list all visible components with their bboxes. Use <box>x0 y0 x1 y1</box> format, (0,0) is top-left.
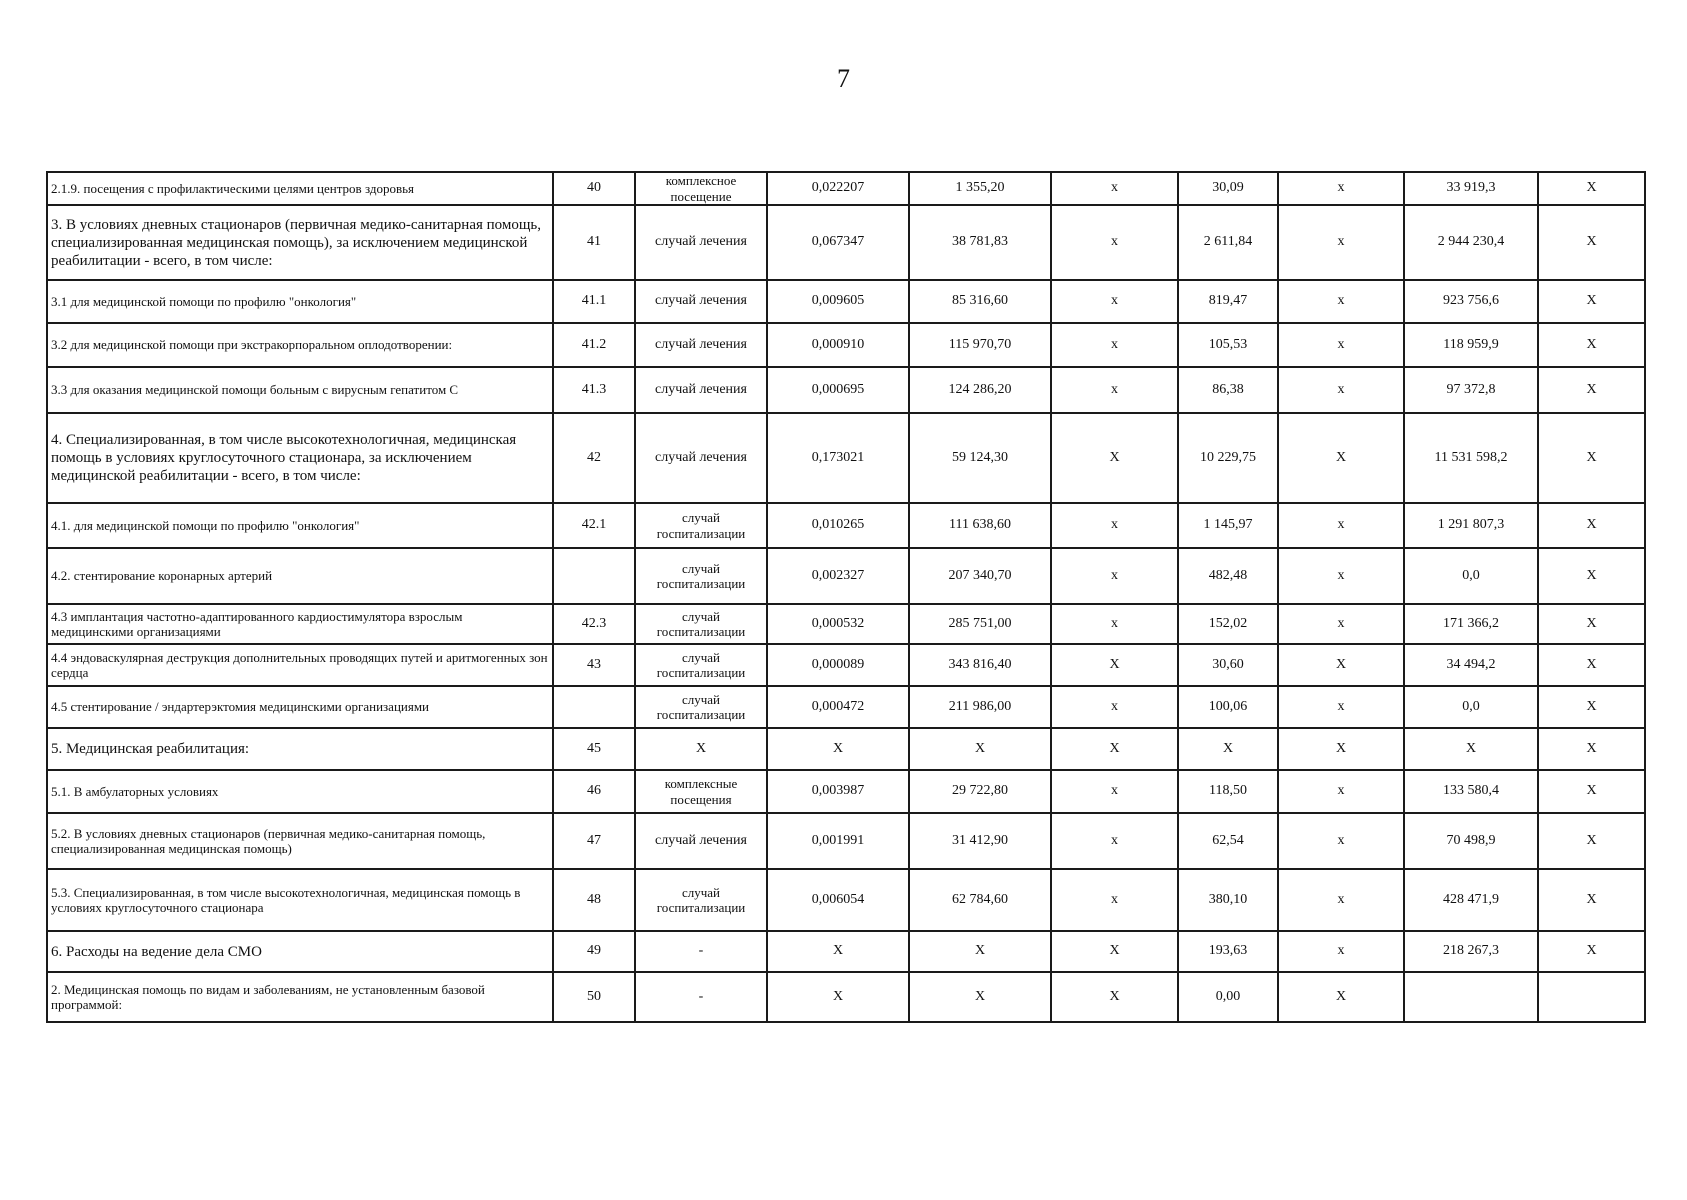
row-value <box>1404 972 1538 1022</box>
row-label: 4.4 эндоваскулярная деструкция дополнительных проводящих путей и аритмогенных зон сердца <box>47 644 553 686</box>
row-value: 34 494,2 <box>1404 644 1538 686</box>
table-row <box>47 644 1645 686</box>
table-row <box>47 205 1645 280</box>
row-value: X <box>767 972 909 1022</box>
row-value: x <box>1278 503 1404 548</box>
row-code: 41.3 <box>553 367 635 413</box>
row-value: x <box>1051 813 1178 869</box>
row-value: x <box>1051 367 1178 413</box>
row-value: 819,47 <box>1178 280 1278 323</box>
row-value: 207 340,70 <box>909 548 1051 604</box>
row-value: 0,002327 <box>767 548 909 604</box>
row-value: x <box>1278 770 1404 813</box>
row-value: 29 722,80 <box>909 770 1051 813</box>
row-value: 0,009605 <box>767 280 909 323</box>
row-value: 10 229,75 <box>1178 413 1278 503</box>
row-code: 40 <box>553 172 635 205</box>
row-value <box>1538 972 1645 1022</box>
row-value: 0,000532 <box>767 604 909 644</box>
row-value: 0,010265 <box>767 503 909 548</box>
row-value: X <box>1538 604 1645 644</box>
row-value: 70 498,9 <box>1404 813 1538 869</box>
row-unit: комплексные посещения <box>635 770 767 813</box>
row-value: x <box>1278 813 1404 869</box>
row-label: 5.1. В амбулаторных условиях <box>47 770 553 813</box>
financing-table <box>46 171 1646 1023</box>
row-unit: случай лечения <box>635 813 767 869</box>
row-value: 85 316,60 <box>909 280 1051 323</box>
row-value: X <box>1051 413 1178 503</box>
row-value: x <box>1051 869 1178 931</box>
row-unit: случай госпитализации <box>635 548 767 604</box>
row-label: 5. Медицинская реабилитация: <box>47 728 553 770</box>
row-unit: случай лечения <box>635 205 767 280</box>
row-value: x <box>1278 869 1404 931</box>
row-value: 285 751,00 <box>909 604 1051 644</box>
row-label: 2.1.9. посещения с профилактическими целями центров здоровья <box>47 172 553 205</box>
row-code: 48 <box>553 869 635 931</box>
row-label: 5.3. Специализированная, в том числе высокотехнологичная, медицинская помощь в условиях круглосуточного стационара <box>47 869 553 931</box>
row-value: 0,0 <box>1404 548 1538 604</box>
row-unit: случай госпитализации <box>635 604 767 644</box>
table-row <box>47 686 1645 728</box>
row-value: x <box>1051 323 1178 367</box>
row-label: 3.2 для медицинской помощи при экстракорпоральном оплодотворении: <box>47 323 553 367</box>
row-value: X <box>767 931 909 972</box>
row-value: 11 531 598,2 <box>1404 413 1538 503</box>
row-value: x <box>1278 686 1404 728</box>
row-value: 343 816,40 <box>909 644 1051 686</box>
row-value: 115 970,70 <box>909 323 1051 367</box>
row-value: 380,10 <box>1178 869 1278 931</box>
row-value: 428 471,9 <box>1404 869 1538 931</box>
row-value: 97 372,8 <box>1404 367 1538 413</box>
table-row <box>47 813 1645 869</box>
row-value: X <box>1051 644 1178 686</box>
row-unit: случай лечения <box>635 367 767 413</box>
table-row <box>47 280 1645 323</box>
row-value: X <box>1538 869 1645 931</box>
row-value: 171 366,2 <box>1404 604 1538 644</box>
row-value: 30,09 <box>1178 172 1278 205</box>
table-row <box>47 770 1645 813</box>
row-value: 0,000695 <box>767 367 909 413</box>
row-value: 193,63 <box>1178 931 1278 972</box>
row-label: 3.3 для оказания медицинской помощи больным с вирусным гепатитом С <box>47 367 553 413</box>
row-value: x <box>1278 604 1404 644</box>
row-value: 0,000472 <box>767 686 909 728</box>
row-value: x <box>1051 548 1178 604</box>
row-value: X <box>1538 413 1645 503</box>
row-label: 2. Медицинская помощь по видам и заболеваниям, не установленным базовой программой: <box>47 972 553 1022</box>
row-value: 38 781,83 <box>909 205 1051 280</box>
row-unit: случай госпитализации <box>635 644 767 686</box>
table-row <box>47 931 1645 972</box>
row-value: 111 638,60 <box>909 503 1051 548</box>
row-value: x <box>1278 205 1404 280</box>
row-value: 2 944 230,4 <box>1404 205 1538 280</box>
row-value: X <box>1538 686 1645 728</box>
row-label: 4.3 имплантация частотно-адаптированного кардиостимулятора взрослым медицинскими организациями <box>47 604 553 644</box>
row-value: 0,001991 <box>767 813 909 869</box>
row-code: 46 <box>553 770 635 813</box>
row-value: X <box>1278 413 1404 503</box>
table-row <box>47 172 1645 205</box>
row-value: 59 124,30 <box>909 413 1051 503</box>
row-value: x <box>1278 548 1404 604</box>
row-unit: - <box>635 972 767 1022</box>
row-value: X <box>1278 972 1404 1022</box>
row-value: X <box>1538 644 1645 686</box>
table-row <box>47 604 1645 644</box>
row-code: 41.1 <box>553 280 635 323</box>
row-value: 31 412,90 <box>909 813 1051 869</box>
row-value: x <box>1278 280 1404 323</box>
row-value: X <box>1404 728 1538 770</box>
table-row <box>47 503 1645 548</box>
row-code <box>553 686 635 728</box>
table-row <box>47 367 1645 413</box>
row-value: x <box>1278 931 1404 972</box>
row-value: x <box>1278 367 1404 413</box>
page-number: 7 <box>837 64 850 93</box>
row-code: 41 <box>553 205 635 280</box>
row-value: X <box>1278 728 1404 770</box>
row-unit: случай госпитализации <box>635 686 767 728</box>
row-code: 42 <box>553 413 635 503</box>
row-value: 30,60 <box>1178 644 1278 686</box>
row-value: 0,006054 <box>767 869 909 931</box>
row-value: 0,00 <box>1178 972 1278 1022</box>
row-code: 49 <box>553 931 635 972</box>
row-value: X <box>1051 931 1178 972</box>
row-value: x <box>1051 686 1178 728</box>
row-value: X <box>1538 503 1645 548</box>
row-value: x <box>1051 604 1178 644</box>
row-value: X <box>909 931 1051 972</box>
row-value: 0,0 <box>1404 686 1538 728</box>
table-row <box>47 323 1645 367</box>
row-label: 6. Расходы на ведение дела СМО <box>47 931 553 972</box>
table-row <box>47 869 1645 931</box>
row-value: X <box>1538 172 1645 205</box>
row-value: X <box>1051 972 1178 1022</box>
row-code: 41.2 <box>553 323 635 367</box>
row-value: x <box>1051 770 1178 813</box>
row-value: 62 784,60 <box>909 869 1051 931</box>
table-row <box>47 728 1645 770</box>
row-value: x <box>1051 280 1178 323</box>
row-code: 50 <box>553 972 635 1022</box>
row-value: x <box>1051 172 1178 205</box>
row-value: x <box>1278 323 1404 367</box>
row-value: 0,003987 <box>767 770 909 813</box>
row-label: 4.5 стентирование / эндартерэктомия медицинскими организациями <box>47 686 553 728</box>
row-value: X <box>1051 728 1178 770</box>
row-unit: случай госпитализации <box>635 503 767 548</box>
row-value: X <box>909 972 1051 1022</box>
row-unit: комплексное посещение <box>635 172 767 205</box>
row-value: 152,02 <box>1178 604 1278 644</box>
row-unit: X <box>635 728 767 770</box>
row-label: 5.2. В условиях дневных стационаров (первичная медико-санитарная помощь, специализированная медицинская помощь) <box>47 813 553 869</box>
table-row <box>47 548 1645 604</box>
row-label: 3. В условиях дневных стационаров (первичная медико-санитарная помощь, специализированная медицинская помощь), за исключением медицинской реабилитации - всего, в том числе: <box>47 205 553 280</box>
table-row <box>47 972 1645 1022</box>
row-value: X <box>1538 813 1645 869</box>
row-value: X <box>909 728 1051 770</box>
row-unit: - <box>635 931 767 972</box>
row-code <box>553 548 635 604</box>
row-value: x <box>1051 205 1178 280</box>
row-value: X <box>1538 728 1645 770</box>
row-value: X <box>767 728 909 770</box>
row-value: X <box>1538 280 1645 323</box>
row-code: 45 <box>553 728 635 770</box>
row-value: X <box>1278 644 1404 686</box>
row-code: 43 <box>553 644 635 686</box>
row-value: 133 580,4 <box>1404 770 1538 813</box>
row-value: 0,000089 <box>767 644 909 686</box>
row-value: X <box>1538 931 1645 972</box>
row-value: 211 986,00 <box>909 686 1051 728</box>
row-value: 1 291 807,3 <box>1404 503 1538 548</box>
row-unit: случай лечения <box>635 323 767 367</box>
row-unit: случай госпитализации <box>635 869 767 931</box>
row-value: 218 267,3 <box>1404 931 1538 972</box>
row-unit: случай лечения <box>635 280 767 323</box>
row-value: 1 145,97 <box>1178 503 1278 548</box>
row-value: X <box>1538 548 1645 604</box>
row-label: 3.1 для медицинской помощи по профилю "онкология" <box>47 280 553 323</box>
row-label: 4.1. для медицинской помощи по профилю "онкология" <box>47 503 553 548</box>
row-value: X <box>1538 367 1645 413</box>
row-value: 0,067347 <box>767 205 909 280</box>
row-value: 124 286,20 <box>909 367 1051 413</box>
row-value: 923 756,6 <box>1404 280 1538 323</box>
row-value: 100,06 <box>1178 686 1278 728</box>
row-value: X <box>1538 770 1645 813</box>
row-value: x <box>1051 503 1178 548</box>
row-label: 4.2. стентирование коронарных артерий <box>47 548 553 604</box>
row-value: 33 919,3 <box>1404 172 1538 205</box>
row-value: X <box>1538 323 1645 367</box>
row-value: 0,000910 <box>767 323 909 367</box>
row-value: X <box>1538 205 1645 280</box>
row-value: 118 959,9 <box>1404 323 1538 367</box>
row-value: 0,022207 <box>767 172 909 205</box>
row-value: 2 611,84 <box>1178 205 1278 280</box>
row-value: 0,173021 <box>767 413 909 503</box>
row-value: x <box>1278 172 1404 205</box>
row-unit: случай лечения <box>635 413 767 503</box>
row-value: X <box>1178 728 1278 770</box>
row-value: 482,48 <box>1178 548 1278 604</box>
table-row <box>47 413 1645 503</box>
row-value: 105,53 <box>1178 323 1278 367</box>
row-value: 1 355,20 <box>909 172 1051 205</box>
row-code: 47 <box>553 813 635 869</box>
row-value: 118,50 <box>1178 770 1278 813</box>
row-value: 62,54 <box>1178 813 1278 869</box>
row-code: 42.1 <box>553 503 635 548</box>
row-value: 86,38 <box>1178 367 1278 413</box>
row-code: 42.3 <box>553 604 635 644</box>
row-label: 4. Специализированная, в том числе высокотехнологичная, медицинская помощь в условиях круглосуточного стационара, за исключением медицинской реабилитации - всего, в том числе: <box>47 413 553 503</box>
